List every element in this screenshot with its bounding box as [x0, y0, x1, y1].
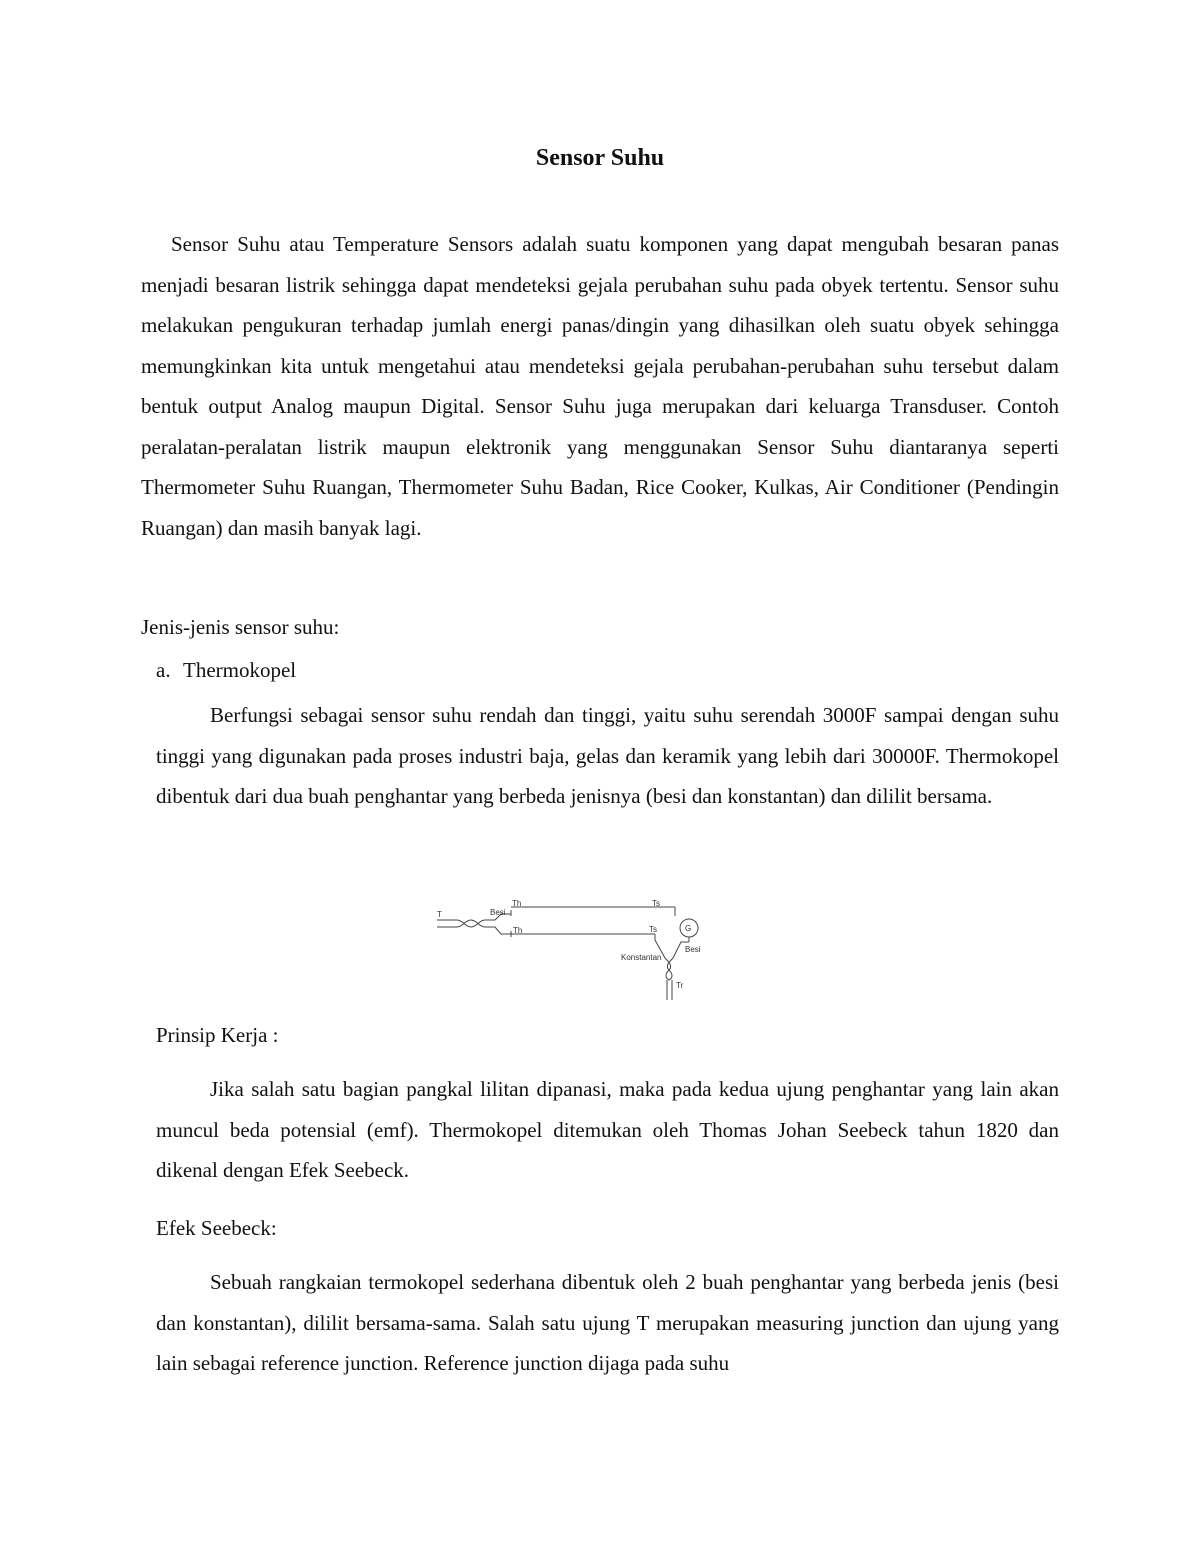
- page-title: Sensor Suhu: [535, 145, 665, 171]
- types-heading: Jenis-jenis sensor suhu:: [141, 615, 340, 639]
- reference-twist: [666, 970, 672, 980]
- reference-twist: [665, 958, 673, 970]
- principle-heading: Prinsip Kerja :: [156, 1023, 279, 1047]
- diagram-label-t: T: [437, 910, 442, 919]
- list-item-thermokopel: [156, 650, 296, 690]
- junction-twist: [457, 920, 471, 927]
- principle-paragraph: Jika salah satu bagian pangkal lilitan dipanasi, maka pada kedua ujung penghantar yang lain akan muncul beda potensial (emf). Thermokopel ditemukan oleh Thomas Johan Seebeck tahun 1820 dan dikenal dengan Efek Seebeck.: [156, 1077, 1059, 1182]
- konstantan-wire: [485, 927, 511, 934]
- seebeck-heading: Efek Seebeck:: [156, 1216, 277, 1240]
- diagram-label-besi: Besi: [490, 908, 506, 917]
- list-item-label: Thermokopel: [183, 658, 297, 682]
- diagram-label-ts: Ts: [652, 899, 660, 908]
- intro-paragraph: Sensor Suhu atau Temperature Sensors adalah suatu komponen yang dapat mengubah besaran panas menjadi besaran listrik sehingga dapat mendeteksi gejala perubahan suhu pada obyek tertentu. Sensor suhu melakukan pengukuran terhadap jumlah energi panas/dingin yang dihasilkan oleh suatu obyek sehingga memungkinkan kita untuk mengetahui atau mendeteksi gejala perubahan-perubahan suhu tersebut dalam bentuk output Analog maupun Digital. Sensor Suhu juga merupakan dari keluarga Transduser. Contoh peralatan-peralatan listrik maupun elektronik yang menggunakan Sensor Suhu diantaranya seperti Thermometer Suhu Ruangan, Thermometer Suhu Badan, Rice Cooker, Kulkas, Air Conditioner (Pendingin Ruangan) dan masih banyak lagi.: [141, 232, 1059, 540]
- list-marker: a.: [156, 658, 171, 682]
- diagram-label-konstantan: Konstantan: [621, 953, 662, 962]
- thermocouple-diagram: [433, 896, 713, 1006]
- thermokopel-paragraph: Berfungsi sebagai sensor suhu rendah dan tinggi, yaitu suhu serendah 3000F sampai dengan suhu tinggi yang digunakan pada proses industri baja, gelas dan keramik yang lebih dari 30000F. Thermokopel dibentuk dari dua buah penghantar yang berbeda jenisnya (besi dan konstantan) dan dililit bersama.: [156, 703, 1059, 808]
- diagram-label-besi: Besi: [685, 945, 701, 954]
- diagram-label-gauge: G: [685, 924, 692, 933]
- seebeck-paragraph: Sebuah rangkaian termokopel sederhana dibentuk oleh 2 buah penghantar yang berbeda jenis (besi dan konstantan), dililit bersama-sama. Salah satu ujung T merupakan measuring junction dan ujung yang lain sebagai reference junction. Reference junction dijaga pada suhu: [156, 1270, 1059, 1375]
- junction-twist: [471, 920, 485, 927]
- diagram-label-th: Th: [513, 926, 523, 935]
- diagram-label-ts: Ts: [649, 925, 657, 934]
- diagram-label-tr: Tr: [676, 981, 684, 990]
- diagram-label-th: Th: [512, 899, 522, 908]
